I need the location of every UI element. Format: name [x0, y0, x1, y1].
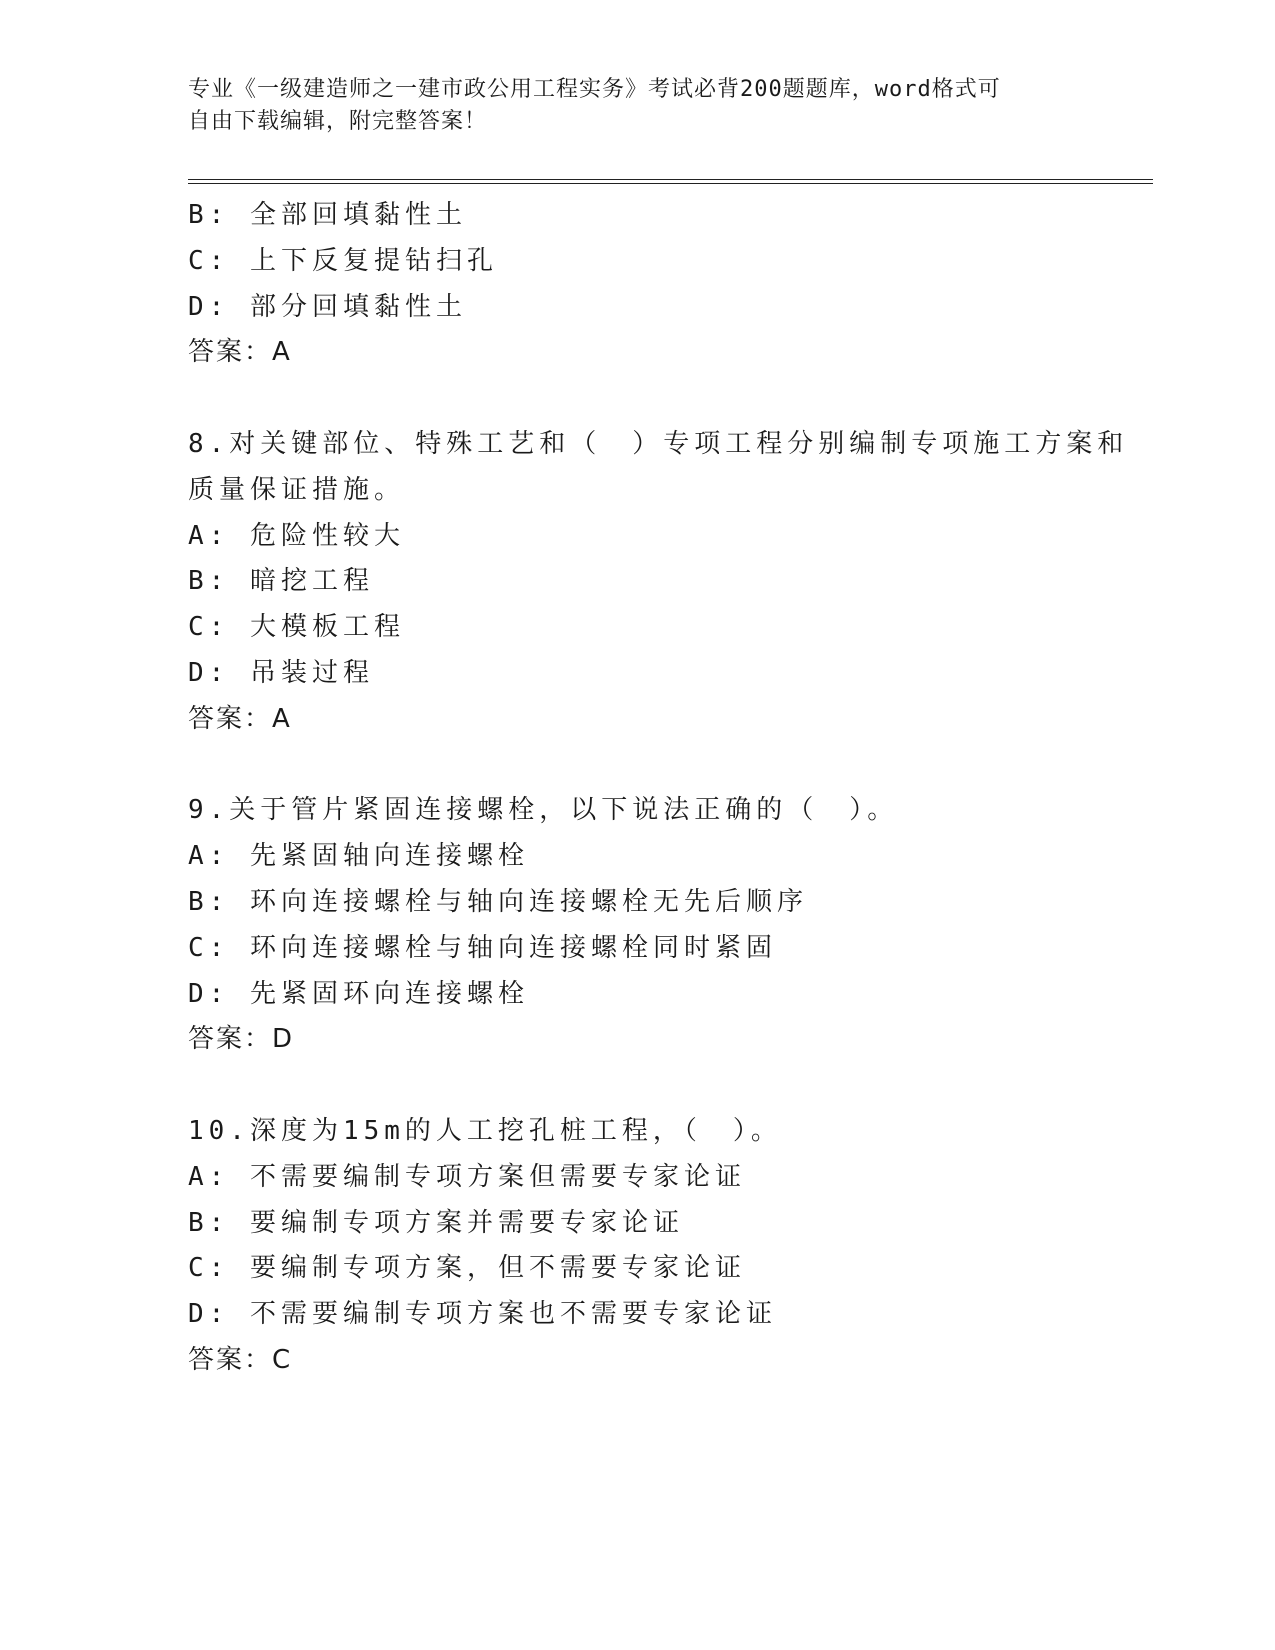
- question-block-8: [188, 422, 1129, 743]
- answer-line: 答案：D: [188, 1024, 295, 1055]
- answer-line: 答案：A: [188, 703, 292, 734]
- question-block-10: [188, 1109, 1088, 1384]
- option-b: B: 环向连接螺栓与轴向连接螺栓无先后顺序: [188, 886, 808, 917]
- header-title-line-2: 自由下载编辑，附完整答案！: [188, 109, 488, 134]
- header-divider-top: [188, 179, 1153, 180]
- option-c: C: 上下反复提钻扫孔: [188, 245, 498, 276]
- option-d: D: 部分回填黏性土: [188, 291, 467, 322]
- option-a: A: 不需要编制专项方案但需要专家论证: [188, 1161, 746, 1192]
- option-c: C: 环向连接螺栓与轴向连接螺栓同时紧固: [188, 932, 777, 963]
- document-header: [188, 74, 1088, 138]
- option-d: D: 吊装过程: [188, 657, 374, 688]
- block-spacer: [188, 376, 1088, 422]
- question-list: [188, 193, 1129, 1384]
- option-a: A: 先紧固轴向连接螺栓: [188, 841, 529, 872]
- option-b: B: 要编制专项方案并需要专家论证: [188, 1207, 684, 1238]
- header-title-line-1: 专业《一级建造师之一建市政公用工程实务》考试必背200题题库，word格式可: [188, 77, 1001, 102]
- question-stem: 10.深度为15m的人工挖孔桩工程，（ ）。: [188, 1115, 782, 1146]
- question-block-9: [188, 788, 1088, 1063]
- question-stem: 8.对关键部位、特殊工艺和（ ）专项工程分别编制专项施工方案和: [188, 428, 1129, 459]
- header-divider-bottom: [188, 183, 1153, 184]
- option-c: C: 要编制专项方案，但不需要专家论证: [188, 1253, 746, 1284]
- option-d: D: 不需要编制专项方案也不需要专家论证: [188, 1299, 777, 1330]
- answer-line: 答案：A: [188, 337, 292, 368]
- option-b: B: 暗挖工程: [188, 566, 374, 597]
- option-d: D: 先紧固环向连接螺栓: [188, 978, 529, 1009]
- block-spacer: [188, 743, 1088, 789]
- option-b: B: 全部回填黏性土: [188, 200, 467, 230]
- block-spacer: [188, 1063, 1088, 1109]
- option-c: C: 大模板工程: [188, 612, 405, 643]
- question-stem-continued: 质量保证措施。: [188, 474, 406, 505]
- answer-line: 答案：C: [188, 1344, 293, 1375]
- question-stem: 9.关于管片紧固连接螺栓，以下说法正确的（ ）。: [188, 795, 899, 826]
- option-a: A: 危险性较大: [188, 520, 405, 551]
- question-block-7: [188, 193, 1088, 376]
